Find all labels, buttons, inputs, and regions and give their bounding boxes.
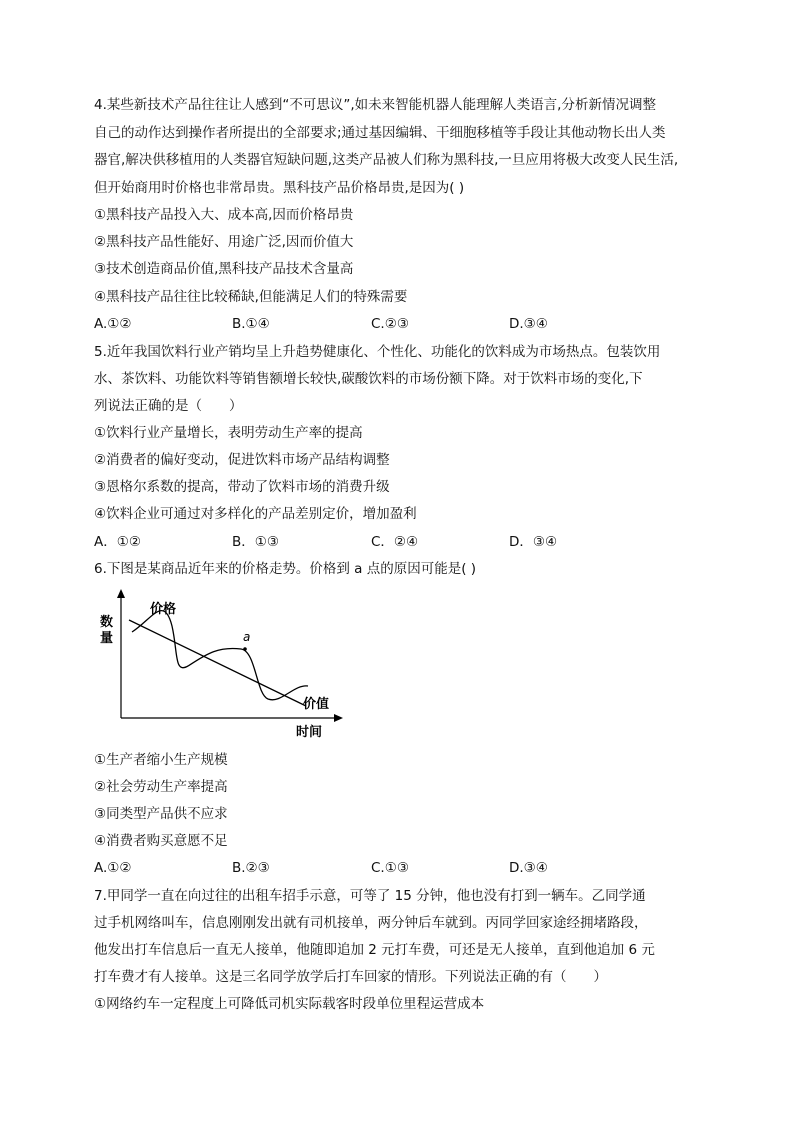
q6-stem: 6.下图是某商品近年来的价格走势。价格到 a 点的原因可能是( ) (94, 561, 477, 577)
q5-item-1: ①饮料行业产量增长，表明劳动生产率的提高 (94, 425, 363, 441)
q4-item-2: ②黑科技产品性能好、用途广泛,因而价值大 (94, 234, 354, 250)
q5-option-b[interactable]: B．①③ (232, 534, 279, 550)
price-label: 价格 (150, 602, 177, 617)
q5-option-a[interactable]: A．①② (94, 534, 141, 550)
q6-option-a[interactable]: A.①② (94, 860, 132, 876)
q6-item-1: ①生产者缩小生产规模 (94, 752, 228, 768)
q5-option-c[interactable]: C．②④ (371, 534, 419, 550)
x-axis-arrow-icon (334, 714, 343, 722)
q4-stem-line-3: 器官,解决供移植用的人类器官短缺问题,这类产品被人们称为黑科技,一旦应用将极大改变人民生活, (94, 152, 679, 168)
q6-item-4: ④消费者购买意愿不足 (94, 833, 228, 849)
y-axis-label-bottom: 量 (100, 631, 114, 646)
price-value-chart (96, 586, 356, 746)
q5-stem-line-1: 5.近年我国饮料行业产销均呈上升趋势健康化、个性化、功能化的饮料成为市场热点。包装饮用 (94, 344, 661, 360)
q7-stem-line-4: 打车费才有人接单。这是三名同学放学后打车回家的情形。下列说法正确的有（ ） (94, 969, 607, 985)
q5-item-3: ③恩格尔系数的提高，带动了饮料市场的消费升级 (94, 479, 390, 495)
q7-stem-line-1: 7.甲同学一直在向过往的出租车招手示意，可等了 15 分钟，他也没有打到一辆车。乙同学通 (94, 888, 646, 904)
q4-stem-line-4: 但开始商用时价格也非常昂贵。黑科技产品价格昂贵,是因为( ) (94, 180, 465, 196)
q5-item-2: ②消费者的偏好变动，促进饮料市场产品结构调整 (94, 452, 390, 468)
q6-option-b[interactable]: B.②③ (232, 860, 270, 876)
q5-stem-line-2: 水、茶饮料、功能饮料等销售额增长较快,碳酸饮料的市场份额下降。对于饮料市场的变化,下 (94, 371, 643, 387)
x-axis-label: 时间 (296, 725, 323, 740)
y-axis-arrow-icon (117, 589, 125, 598)
value-label: 价值 (303, 697, 330, 712)
q4-stem-line-2: 自己的动作达到操作者所提出的全部要求;通过基因编辑、干细胞移植等手段让其他动物长出人类 (94, 125, 666, 141)
point-a-label: a (243, 630, 251, 644)
q6-item-3: ③同类型产品供不应求 (94, 806, 228, 822)
q4-option-a[interactable]: A.①② (94, 316, 132, 332)
q7-stem-line-3: 他发出打车信息后一直无人接单，他随即追加 2 元打车费，可还是无人接单，直到他追加 6 元 (94, 942, 655, 958)
q4-item-3: ③技术创造商品价值,黑科技产品技术含量高 (94, 261, 354, 277)
q4-option-b[interactable]: B.①④ (232, 316, 270, 332)
q5-item-4: ④饮料企业可通过对多样化的产品差别定价，增加盈利 (94, 506, 417, 522)
q6-item-2: ②社会劳动生产率提高 (94, 779, 228, 795)
q6-option-c[interactable]: C.①③ (371, 860, 409, 876)
q7-item-1: ①网络约车一定程度上可降低司机实际载客时段单位里程运营成本 (94, 996, 485, 1012)
price-curve (132, 611, 308, 700)
q4-stem-line-1: 4.某些新技术产品往往让人感到“不可思议”,如未来智能机器人能理解人类语言,分析新情况调整 (94, 97, 656, 113)
y-axis-label-top: 数 (100, 615, 114, 630)
q5-stem-line-3: 列说法正确的是（ ） (94, 398, 243, 414)
point-a-marker (243, 647, 247, 651)
q7-stem-line-2: 过手机网络叫车，信息刚刚发出就有司机接单，两分钟后车就到。丙同学回家途经拥堵路段， (94, 915, 648, 931)
q4-item-4: ④黑科技产品往往比较稀缺,但能满足人们的特殊需要 (94, 289, 408, 305)
q4-option-c[interactable]: C.②③ (371, 316, 409, 332)
value-line (129, 620, 306, 706)
q5-option-d[interactable]: D．③④ (509, 534, 558, 550)
q4-item-1: ①黑科技产品投入大、成本高,因而价格昂贵 (94, 207, 354, 223)
q6-option-d[interactable]: D.③④ (509, 860, 548, 876)
q4-option-d[interactable]: D.③④ (509, 316, 548, 332)
